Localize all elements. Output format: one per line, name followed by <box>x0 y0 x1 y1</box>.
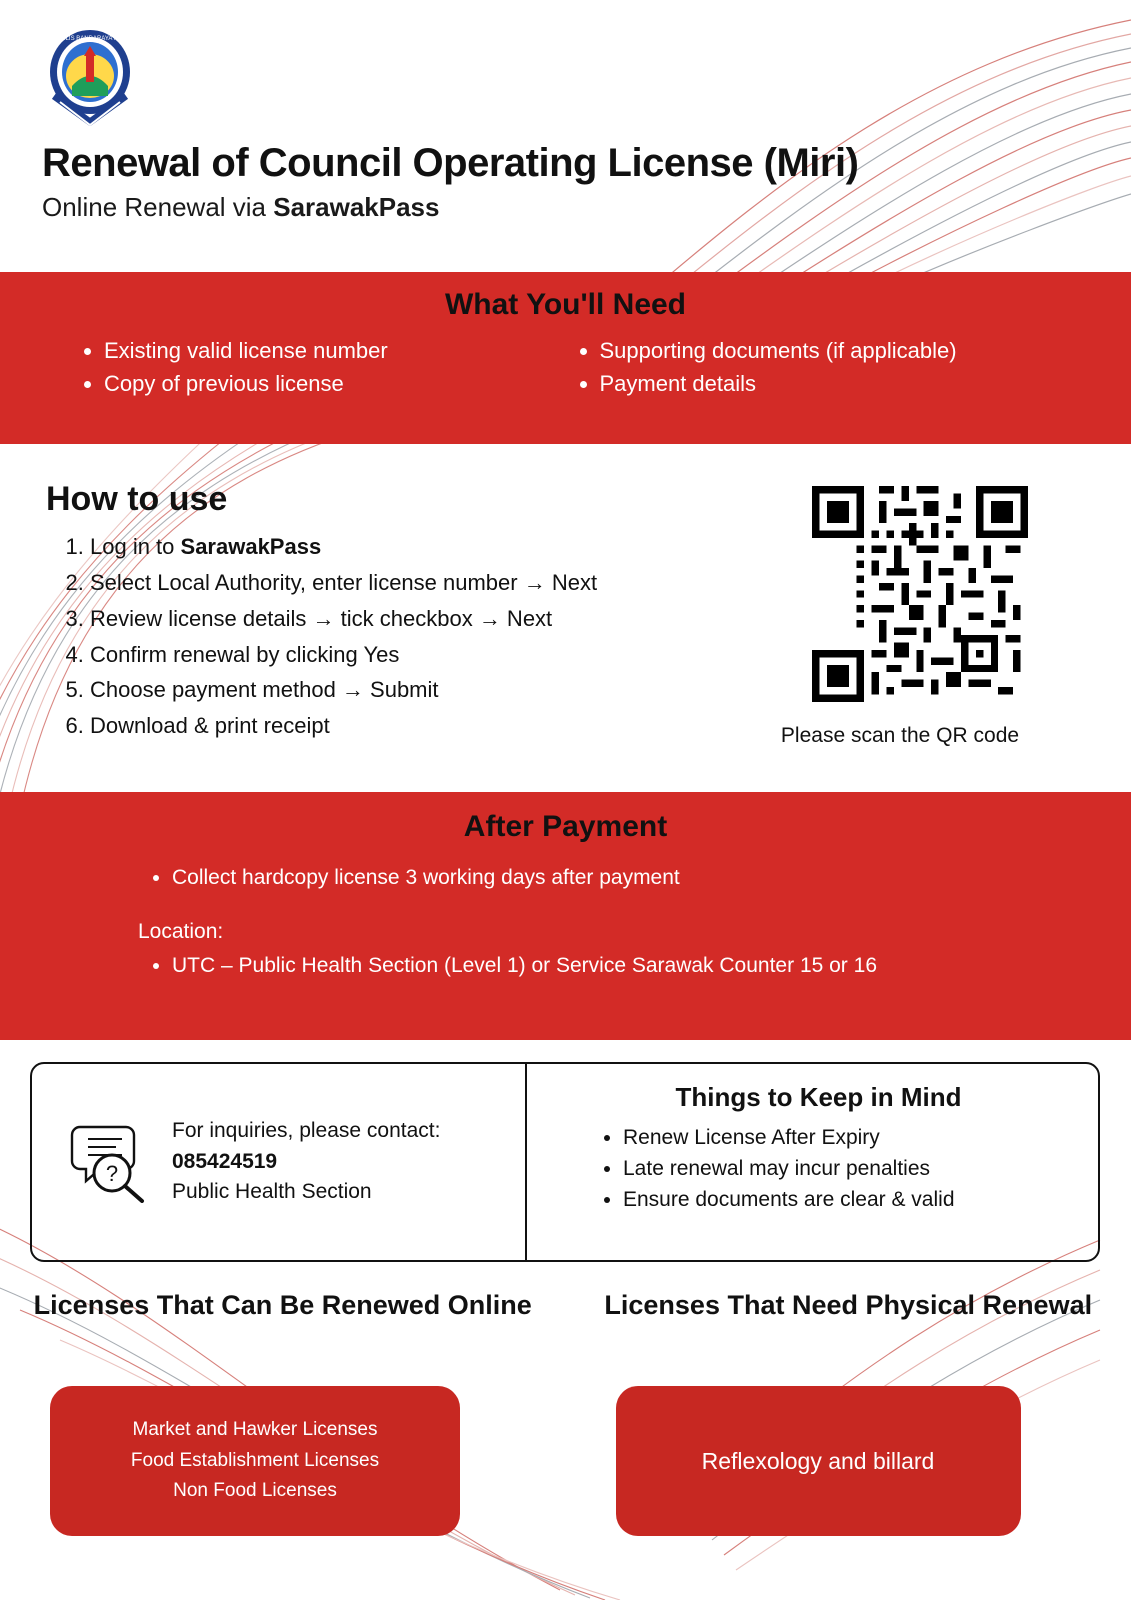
step-text: Log in to <box>90 534 181 559</box>
list-item: Market and Hawker Licenses <box>132 1418 378 1440</box>
what-you-need-right-list <box>600 334 1062 401</box>
svg-text:MAJLIS BANDARAYA MIRI: MAJLIS BANDARAYA MIRI <box>53 36 127 42</box>
list-item: Food Establishment Licenses <box>130 1449 380 1471</box>
list-item: • Renew License After Expiry <box>623 1123 1088 1154</box>
physical-licenses-heading: Licenses That Need Physical Renewal <box>604 1290 1093 1320</box>
page-title: Renewal of Council Operating License (Miri) <box>42 141 859 185</box>
list-item: • Payment details <box>600 367 1062 400</box>
after-payment-section <box>0 792 1131 1040</box>
keep-in-mind-heading: Things to Keep in Mind <box>675 1082 962 1112</box>
keep-in-mind-panel <box>527 1064 1098 1260</box>
physical-licenses-column <box>566 1288 1131 1600</box>
what-you-need-section <box>0 272 1131 444</box>
page-subtitle <box>42 192 1089 223</box>
online-licenses-column <box>0 1288 566 1600</box>
list-item: 6. Download & print receipt <box>90 708 766 744</box>
after-payment-list <box>172 862 1131 894</box>
inquiry-magnifier-icon <box>68 1117 154 1208</box>
contact-department: Public Health Section <box>172 1180 372 1204</box>
list-item: • Existing valid license number <box>104 334 566 367</box>
contact-phone: 085424519 <box>172 1149 278 1173</box>
list-item: 3. Review license details → tick checkbox → Next <box>90 601 766 637</box>
after-payment-location-list <box>172 950 1131 982</box>
contact-panel <box>32 1064 527 1260</box>
contact-and-tips-box <box>30 1062 1100 1262</box>
subtitle-brand: SarawakPass <box>273 192 440 222</box>
list-item: 4. Confirm renewal by clicking Yes <box>90 637 766 673</box>
contact-line-1: For inquiries, please contact: <box>172 1119 441 1143</box>
list-item: • UTC – Public Health Section (Level 1) or Service Sarawak Counter 15 or 16 <box>172 950 1131 982</box>
list-item: • Late renewal may incur penalties <box>623 1154 1088 1185</box>
physical-licenses-pill <box>616 1386 1021 1536</box>
qr-section <box>780 486 1035 748</box>
step-bold: SarawakPass <box>180 534 322 559</box>
svg-text:?: ? <box>105 1160 119 1186</box>
qr-caption: Please scan the QR code <box>780 724 1020 747</box>
qr-code-icon[interactable] <box>812 486 1028 702</box>
contact-text <box>172 1116 440 1207</box>
license-categories <box>0 1288 1131 1600</box>
list-item: • Collect hardcopy license 3 working days after payment <box>172 862 1131 894</box>
location-label: Location: <box>138 919 224 943</box>
subtitle-prefix: Online Renewal via <box>42 192 274 222</box>
how-to-use-heading: How to use <box>46 480 228 518</box>
keep-in-mind-list <box>623 1123 1088 1216</box>
list-item: • Copy of previous license <box>104 367 566 400</box>
how-to-use-steps <box>90 529 766 744</box>
council-logo <box>44 26 136 126</box>
list-item: • Ensure documents are clear & valid <box>623 1185 1088 1216</box>
what-you-need-heading: What You'll Need <box>444 288 687 321</box>
list-item: Non Food Licenses <box>173 1480 337 1502</box>
online-licenses-heading: Licenses That Can Be Renewed Online <box>33 1290 532 1320</box>
after-payment-heading: After Payment <box>463 810 668 843</box>
list-item: 2. Select Local Authority, enter license number → Next <box>90 565 766 601</box>
list-item: Reflexology and billard <box>701 1447 935 1474</box>
list-item: • Supporting documents (if applicable) <box>600 334 1062 367</box>
how-to-use-section <box>46 480 766 744</box>
poster-header <box>0 140 1131 223</box>
list-item <box>90 529 766 565</box>
list-item: 5. Choose payment method → Submit <box>90 672 766 708</box>
online-licenses-pill <box>50 1386 460 1536</box>
what-you-need-left-list <box>104 334 566 401</box>
